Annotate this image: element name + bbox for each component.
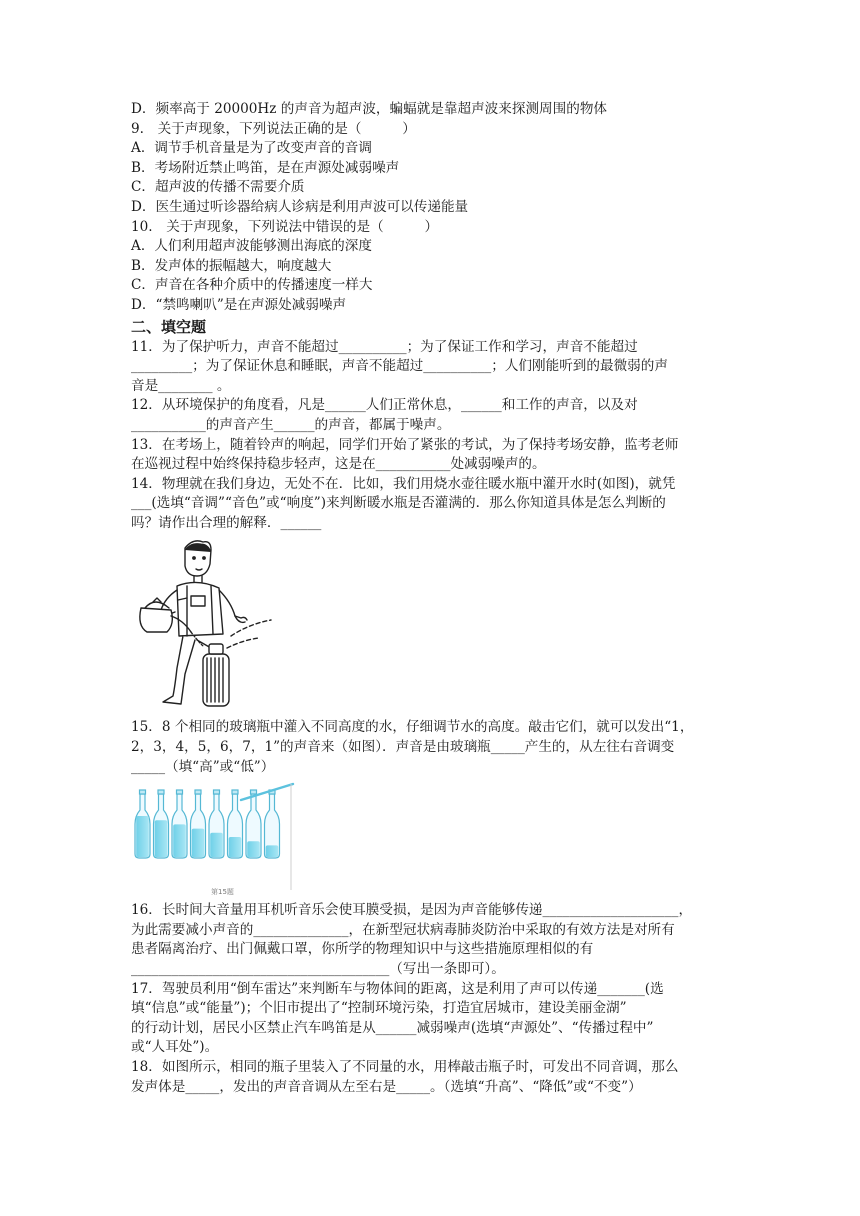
bottle-water <box>192 829 205 857</box>
bottle-neck-rim <box>195 790 201 794</box>
question-16-line-4: ______________________________________（写出一条即可）。 <box>131 961 505 978</box>
question-18-line-2: 发声体是_____，发出的声音音调从左至右是_____。（选填“升高”、“降低”或“不变”） <box>131 1078 642 1095</box>
question-9-option-a: A．调节手机音量是为了改变声音的音调 <box>131 140 372 157</box>
figure-pouring-water <box>131 536 281 714</box>
figure-glass-bottles <box>131 780 301 898</box>
glass-bottles-illustration <box>131 780 301 898</box>
question-12-line-1: 12．从环境保护的角度看，凡是______人们正常休息，______和工作的声音，以及对 <box>131 397 638 414</box>
bottle-water <box>155 820 168 857</box>
question-10-option-c: C．声音在各种介质中的传播速度一样大 <box>131 277 373 294</box>
question-9-option-c: C．超声波的传播不需要介质 <box>131 179 305 196</box>
question-10-option-b: B．发声体的振幅越大，响度越大 <box>131 257 332 274</box>
bottle-neck-rim <box>214 790 220 794</box>
striking-stick <box>241 784 293 800</box>
person-pouring-illustration <box>131 536 281 714</box>
section-title: 二、填空题 <box>131 317 207 336</box>
question-17-line-2: 填“信息”或“能量”)；个旧市提出了“控制环境污染，打造宜居城市，建设美丽金湖” <box>131 1000 627 1017</box>
questions-fill-block-1 <box>131 338 731 534</box>
bottle-water <box>210 833 223 857</box>
bottle-water <box>247 841 260 857</box>
bottle-water <box>266 846 279 858</box>
question-16-line-1: 16．长时间大音量用耳机听音乐会使耳膜受损，是因为声音能够传递____________________， <box>131 902 693 919</box>
bottle-water <box>229 837 242 857</box>
question-14-line-1: 14．物理就在我们身边，无处不在．比如，我们用烧水壶往暖水瓶中灌开水时(如图)，就凭 <box>131 475 676 492</box>
question-17-line-4: 或“人耳处”)。 <box>131 1039 219 1056</box>
question-15-line-1: 15．8 个相同的玻璃瓶中灌入不同高度的水，仔细调节水的高度。敲击它们，就可以发出“1， <box>131 719 694 736</box>
question-10-option-a: A．人们利用超声波能够测出海底的深度 <box>131 238 372 255</box>
question-11-line-1: 11．为了保护听力，声音不能超过__________；为了保证工作和学习，声音不能超过 <box>131 338 638 355</box>
question-14-line-2: ___(选填“音调”“音色”或“响度”)来判断暖水瓶是否灌满的．那么你知道具体是怎么判断的 <box>131 495 666 512</box>
question-15-line-3: _____（填“高”或“低”） <box>131 758 275 775</box>
question-11-line-2: _________；为了保证休息和睡眠，声音不能超过__________；人们刚能听到的最微弱的声 <box>131 358 668 375</box>
question-9-stem: 9. 关于声现象，下列说法正确的是（ ） <box>131 120 416 137</box>
question-17-line-3: 的行动计划，居民小区禁止汽车鸣笛是从______减弱噪声(选填“声源处”、“传播过程中” <box>131 1019 654 1036</box>
question-15-line-2: 2，3，4，5，6，7，1”的声音来（如图）．声音是由玻璃瓶_____产生的，从左往右音调变 <box>131 739 675 756</box>
question-18-line-1: 18．如图所示，相同的瓶子里装入了不同量的水，用棒敲击瓶子时，可发出不同音调，那么 <box>131 1059 679 1075</box>
figure-caption: 第15题 <box>211 888 234 897</box>
question-9-option-d: D．医生通过听诊器给病人诊病是利用声波可以传递能量 <box>131 198 469 215</box>
question-12-line-2: ___________的声音产生______的声音，都属于噪声。 <box>131 416 451 433</box>
questions-fill-block-2 <box>131 718 731 777</box>
bottle-neck-rim <box>158 790 164 794</box>
question-13-line-2: 在巡视过程中始终保持稳步轻声，这是在___________处减弱噪声的。 <box>131 456 546 473</box>
question-16-line-3: 患者隔离治疗、出门佩戴口罩，你所学的物理知识中与这些措施原理相似的有 <box>131 941 594 958</box>
question-10-option-d: D．“禁鸣喇叭”是在声源处减弱噪声 <box>131 296 347 313</box>
question-16-line-2: 为此需要减小声音的______________，在新型冠状病毒肺炎防治中采取的有效方法是对所有 <box>131 921 675 938</box>
bottle-neck-rim <box>177 790 183 794</box>
question-11-line-3: 音是________ 。 <box>131 377 231 394</box>
question-10-stem: 10. 关于声现象，下列说法中错误的是（ ） <box>131 218 439 235</box>
bottle-neck-rim <box>140 790 146 794</box>
question-17-line-1: 17．驾驶员利用“倒车雷达”来判断车与物体间的距离，这是利用了声可以传递_______(选 <box>131 980 664 997</box>
bottle-water <box>173 825 186 858</box>
bottle-neck-rim <box>232 790 238 794</box>
bottle-water <box>136 816 149 857</box>
bottle-neck-rim <box>251 790 257 794</box>
text-line: D．频率高于 20000Hz 的声音为超声波，蝙蝠就是靠超声波来探测周围的物体 <box>131 101 608 117</box>
questions-choice-block <box>131 100 731 316</box>
question-13-line-1: 13．在考场上，随着铃声的响起，同学们开始了紧张的考试，为了保持考场安静，监考老师 <box>131 436 679 453</box>
document-page <box>131 100 731 1097</box>
question-14-line-3: 吗？请作出合理的解释．______ <box>131 514 322 531</box>
question-9-option-b: B．考场附近禁止鸣笛，是在声源处减弱噪声 <box>131 159 400 176</box>
questions-fill-block-3 <box>131 901 731 1097</box>
